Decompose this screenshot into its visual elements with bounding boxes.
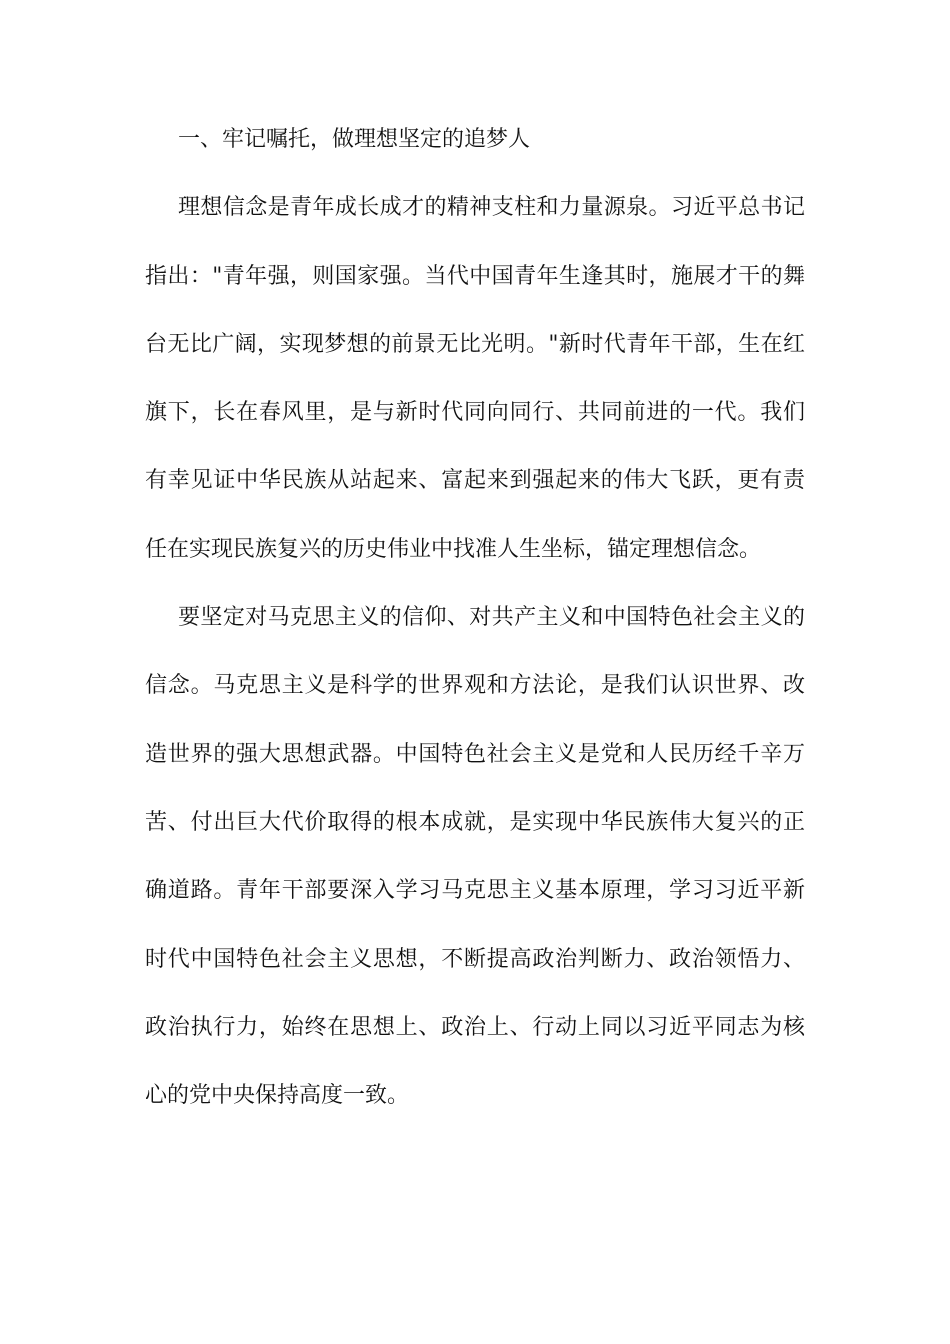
paragraph-line: 要坚定对马克思主义的信仰、对共产主义和中国特色社会主义的 bbox=[178, 605, 805, 631]
paragraph-line: 时代中国特色社会主义思想，不断提高政治判断力、政治领悟力、 bbox=[145, 946, 805, 972]
section-heading: 一、牢记嘱托，做理想坚定的追梦人 bbox=[178, 127, 531, 152]
paragraph-line: 心的党中央保持高度一致。 bbox=[145, 1083, 410, 1109]
paragraph-line: 确道路。青年干部要深入学习马克思主义基本原理，学习习近平新 bbox=[145, 878, 805, 904]
paragraph-line: 造世界的强大思想武器。中国特色社会主义是党和人民历经千辛万 bbox=[145, 741, 805, 767]
paragraph-line: 理想信念是青年成长成才的精神支柱和力量源泉。习近平总书记 bbox=[178, 195, 805, 221]
paragraph-1 bbox=[145, 192, 805, 602]
paragraph-line: 信念。马克思主义是科学的世界观和方法论，是我们认识世界、改 bbox=[145, 673, 805, 699]
paragraph-line: 苦、付出巨大代价取得的根本成就，是实现中华民族伟大复兴的正 bbox=[145, 809, 805, 835]
paragraph-line: 旗下，长在春风里，是与新时代同向同行、共同前进的一代。我们 bbox=[145, 400, 805, 426]
paragraph-line: 有幸见证中华民族从站起来、富起来到强起来的伟大飞跃，更有责 bbox=[145, 468, 805, 494]
document-page bbox=[145, 124, 805, 1148]
paragraph-line: 政治执行力，始终在思想上、政治上、行动上同以习近平同志为核 bbox=[145, 1014, 805, 1040]
paragraph-line: 台无比广阔，实现梦想的前景无比光明。"新时代青年干部，生在红 bbox=[145, 331, 805, 357]
paragraph-line: 指出："青年强，则国家强。当代中国青年生逢其时，施展才干的舞 bbox=[145, 263, 805, 289]
paragraph-line: 任在实现民族复兴的历史伟业中找准人生坐标，锚定理想信念。 bbox=[145, 536, 762, 562]
paragraph-2 bbox=[145, 602, 805, 1148]
